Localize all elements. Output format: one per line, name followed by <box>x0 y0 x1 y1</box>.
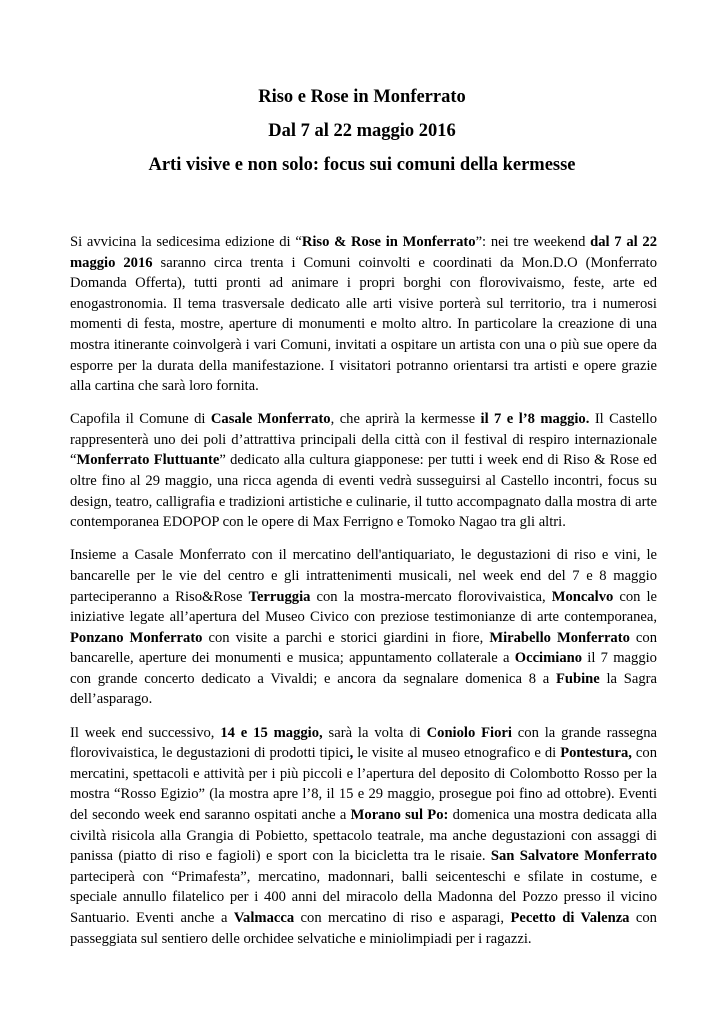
bold-text-run: Fubine <box>555 670 600 687</box>
bold-text-run: dal 7 al 22 maggio 2016 <box>70 234 658 271</box>
bold-text-run: Morano sul Po: <box>350 806 449 823</box>
title-block <box>0 86 724 176</box>
text-run: il 7 maggio con grande concerto dedicato a Vivaldi; e ancora da segnalare domenica 8 a <box>70 650 657 687</box>
text-run: saranno circa trenta i Comuni coinvolti e coordinati da Mon.D.O (Monferrato Domanda Offerta), tutti pronti ad animare i propri borghi con florovivaismo, feste, arte ed enogastronomia. Il tema trasversale dedicato alle arti visive porterà sul territorio, tra i numerosi momenti di festa, mostre, aperture di monumenti e molto altro. In particolare la creazione di una mostra itinerante coinvolgerà i vari Comuni, invitati a ospitare un artista con una o più sue opere da esporre per la durata della manifestazione. I visitatori potranno orientarsi tra artisti e opere grazie alla cartina che sarà loro fornita. <box>70 254 657 395</box>
event-title: Riso e Rose in Monferrato <box>258 87 466 107</box>
paragraph-casale <box>70 409 657 533</box>
bold-text-run: Mirabello Monferrato <box>489 629 630 646</box>
text-run: Si avvicina la sedicesima edizione di “ <box>70 234 302 250</box>
paragraph-second-weekend <box>70 723 657 950</box>
text-run: ” dedicato alla cultura giapponese: per tutti i week end di Riso & Rose ed oltre fino al 29 maggio, una ricca agenda di eventi vedrà susseguirsi al Castello incontri, focus su design, teatro, calligrafia e tradizioni artistiche e culinarie, il tutto accompagnato dalla mostra di arte contemporanea EDOPOP con le opere di Max Ferrigno e Tomoko Nagao tra gli altri. <box>70 452 657 531</box>
paragraph-first-weekend <box>70 545 657 710</box>
bold-text-run: Pecetto di Valenza <box>510 909 630 926</box>
bold-text-run: Moncalvo <box>551 588 614 605</box>
text-run: con le iniziative legate all’apertura del Museo Civico con preziose testimonianze di arte contemporanea, <box>70 588 657 626</box>
bold-text-run: Casale Monferrato <box>210 411 331 428</box>
bold-text-run: Riso & Rose in Monferrato <box>301 234 476 250</box>
bold-text-run: 14 e 15 maggio, <box>220 724 323 741</box>
bold-text-run: Terruggia <box>248 588 311 605</box>
text-run: ”: nei tre weekend <box>475 234 591 250</box>
text-run: con bancarelle, aperture dei monumenti e musica; appuntamento collaterale a <box>70 629 657 667</box>
event-dates: Dal 7 al 22 maggio 2016 <box>268 121 456 141</box>
paragraph-intro <box>70 232 657 397</box>
bold-text-run: San Salvatore Monferrato <box>490 848 658 865</box>
text-run: le visite al museo etnografico e di <box>353 745 561 762</box>
bold-text-run: il 7 e l’8 maggio. <box>480 411 590 428</box>
text-run: domenica una mostra dedicata alla civiltà risicola alla Grangia di Pobietto, spettacolo teatrale, ma anche degustazioni con assaggi di panissa (piatto di riso e fagioli) e sport con la bicicletta tra le risaie. <box>70 806 657 865</box>
text-run: Capofila il Comune di <box>70 411 211 428</box>
text-run: con la mostra-mercato florovivaistica, <box>310 588 552 605</box>
text-run: , che aprirà la kermesse <box>330 411 481 428</box>
text-run: parteciperà con “Primafesta”, mercatino, madonnari, balli seicenteschi e sfilate in costume, e speciale annullo filatelico per i 400 anni del miracolo della Madonna del Pozzo presso il vicino Santuario. Eventi anche a <box>70 868 657 926</box>
bold-text-run: Ponzano Monferrato <box>70 629 203 646</box>
text-run: con mercatino di riso e asparagi, <box>294 909 511 926</box>
bold-text-run: Pontestura, <box>560 745 632 762</box>
bold-text-run: Valmacca <box>233 909 295 926</box>
text-run: con passeggiata sul sentiero delle orchidee selvatiche e miniolimpiadi per i ragazzi. <box>70 909 657 947</box>
text-run: con la grande rassegna florovivaistica, le degustazioni di prodotti tipici <box>70 724 657 762</box>
bold-text-run: Occimiano <box>514 650 583 667</box>
event-subtitle: Arti visive e non solo: focus sui comuni della kermesse <box>148 155 576 175</box>
bold-text-run: , <box>349 745 354 762</box>
text-run: la Sagra dell’asparago. <box>70 670 658 708</box>
document-body <box>70 232 657 962</box>
text-run: Il week end successivo, <box>70 724 221 741</box>
bold-text-run: Coniolo Fiori <box>426 724 512 741</box>
text-run: con mercatini, spettacoli e attività per i più piccoli e l’apertura del deposito di Colombotto Rosso per la mostra “Rosso Egizio” (la mostra apre l’8, il 15 e 29 maggio, prosegue poi fino ad ottobre). Eventi del secondo week end saranno ospitati anche a <box>70 745 657 823</box>
text-run: Insieme a Casale Monferrato con il mercatino dell'antiquariato, le degustazioni di riso e vini, le bancarelle per le vie del centro e gli intrattenimenti musicali, nel week end del 7 e 8 maggio parteciperanno a Riso&Rose <box>70 547 657 605</box>
bold-text-run: Monferrato Fluttuante <box>76 452 220 469</box>
text-run: sarà la volta di <box>322 724 427 741</box>
text-run: Il Castello rappresenterà uno dei poli d’attrattiva principali della città con il festival di respiro internazionale “ <box>70 411 657 469</box>
text-run: con visite a parchi e storici giardini in fiore, <box>202 629 490 646</box>
